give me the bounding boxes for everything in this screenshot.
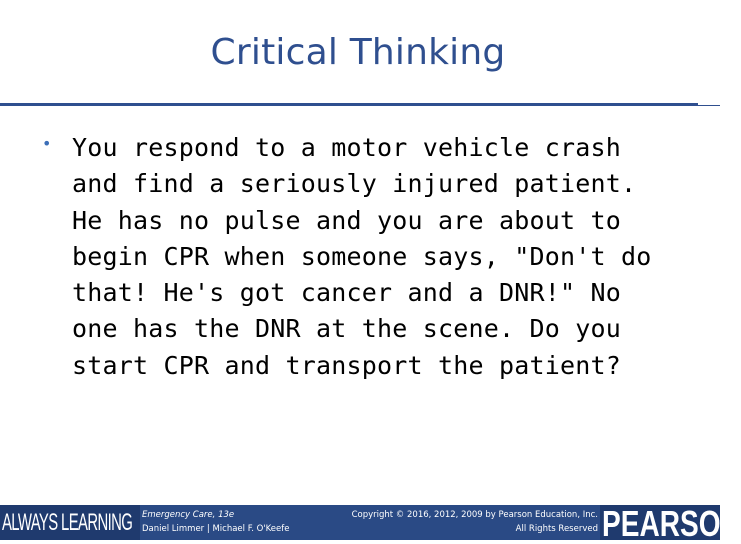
pearson-logo: PEARSON <box>602 503 741 544</box>
bullet-marker: • <box>42 134 52 153</box>
footer-logo-panel <box>600 503 741 544</box>
bullet-list <box>40 130 680 384</box>
always-learning-logo: ALWAYS LEARNING <box>2 509 133 536</box>
copyright-line-1: Copyright © 2016, 2012, 2009 by Pearson Education, Inc. <box>351 510 598 520</box>
copyright-notice <box>352 508 598 536</box>
title-divider-tail <box>698 105 720 106</box>
slide-title: Critical Thinking <box>210 32 506 73</box>
bullet-item: You respond to a motor vehicle crash and find a seriously injured patient. He has no pulse and you are about to begin CPR when someone says, "Don't do that! He's got cancer and a DNR!" No one has the DNR at the scene. Do you start CPR and transport the patient? <box>72 133 652 380</box>
book-title: Emergency Care, 13e <box>142 510 235 520</box>
footer-info-panel <box>140 505 600 540</box>
book-authors: Daniel Limmer | Michael F. O'Keefe <box>142 524 290 534</box>
footer-bar <box>0 501 741 544</box>
footer-tagline-panel <box>0 505 140 540</box>
copyright-line-2: All Rights Reserved <box>515 524 598 534</box>
book-info <box>142 508 290 536</box>
title-divider <box>0 103 698 106</box>
